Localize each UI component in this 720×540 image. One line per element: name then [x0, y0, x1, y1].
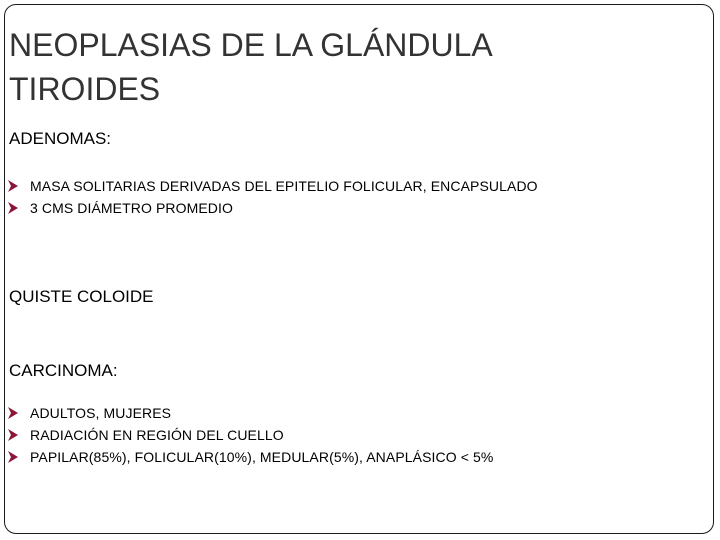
slide-frame [4, 4, 714, 534]
section-heading-quiste-coloide: QUISTE COLOIDE [9, 287, 154, 306]
arrowhead-bullet-icon [7, 179, 19, 193]
list-item [5, 200, 538, 216]
list-item [5, 449, 493, 465]
arrowhead-bullet-icon [7, 201, 19, 215]
list-item [5, 178, 538, 194]
section-heading-adenomas: ADENOMAS: [9, 129, 112, 148]
bullet-text: MASA SOLITARIAS DERIVADAS DEL EPITELIO FOLICULAR, ENCAPSULADO [30, 178, 538, 194]
arrowhead-bullet-icon [7, 450, 19, 464]
bullet-text: PAPILAR(85%), FOLICULAR(10%), MEDULAR(5%), ANAPLÁSICO < 5% [30, 449, 494, 465]
arrowhead-bullet-icon [7, 428, 19, 442]
slide-title [9, 23, 649, 111]
title-line-1: NEOPLASIAS DE LA GLÁNDULA [9, 27, 493, 63]
carcinoma-bullet-list [5, 405, 493, 471]
list-item [5, 427, 493, 443]
bullet-text: RADIACIÓN EN REGIÓN DEL CUELLO [30, 427, 284, 443]
arrowhead-bullet-icon [7, 406, 19, 420]
section-heading-carcinoma: CARCINOMA: [9, 361, 118, 380]
list-item [5, 405, 493, 421]
title-line-2: TIROIDES [9, 71, 161, 107]
bullet-text: 3 CMS DIÁMETRO PROMEDIO [30, 200, 233, 216]
bullet-text: ADULTOS, MUJERES [30, 405, 172, 421]
adenomas-bullet-list [5, 178, 538, 222]
